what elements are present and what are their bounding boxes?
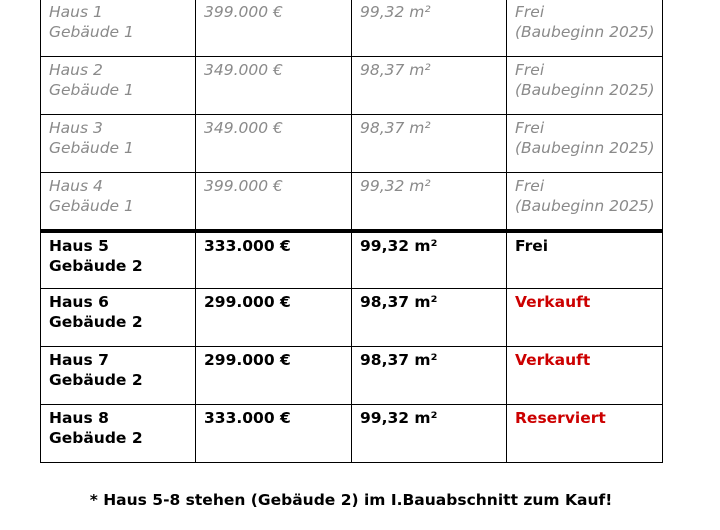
area-value: 98,37 m²: [360, 293, 438, 311]
price-cell: [196, 231, 352, 289]
area-cell: [352, 231, 507, 289]
status-note: (Baubeginn 2025): [515, 81, 655, 99]
house-name: Haus 8: [49, 409, 109, 427]
footnote: * Haus 5-8 stehen (Gebäude 2) im I.Bauabschnitt zum Kauf!: [89, 491, 613, 509]
status-cell: [507, 347, 663, 405]
table-row: [41, 405, 663, 463]
status-note: (Baubeginn 2025): [515, 197, 655, 215]
area-cell: [352, 347, 507, 405]
status-cell: [507, 231, 663, 289]
price-cell: [196, 173, 352, 231]
house-cell: [41, 289, 196, 347]
table-row: [41, 0, 663, 57]
building-name: Gebäude 2: [49, 429, 143, 447]
price-cell: [196, 57, 352, 115]
area-cell: [352, 173, 507, 231]
house-name: Haus 6: [49, 293, 109, 311]
price-value: 349.000 €: [204, 61, 283, 79]
building-name: Gebäude 1: [49, 81, 134, 99]
price-cell: [196, 115, 352, 173]
house-cell: [41, 0, 196, 57]
house-cell: [41, 231, 196, 289]
table-row: [41, 173, 663, 231]
status-value: Frei: [515, 119, 545, 137]
building-name: Gebäude 2: [49, 256, 143, 275]
area-value: 99,32 m²: [360, 409, 438, 427]
area-cell: [352, 289, 507, 347]
house-cell: [41, 347, 196, 405]
area-value: 98,37 m²: [360, 351, 438, 369]
status-cell: [507, 115, 663, 173]
area-cell: [352, 57, 507, 115]
house-name: Haus 7: [49, 351, 109, 369]
price-value: 399.000 €: [204, 3, 283, 21]
status-value: Frei: [515, 236, 549, 255]
building-name: Gebäude 2: [49, 313, 143, 331]
house-name: Haus 4: [49, 177, 103, 195]
area-value: 99,32 m²: [360, 3, 431, 21]
area-value: 98,37 m²: [360, 61, 431, 79]
house-cell: [41, 115, 196, 173]
status-value: Frei: [515, 177, 545, 195]
status-cell: [507, 0, 663, 57]
status-value: Reserviert: [515, 409, 606, 427]
status-cell: [507, 289, 663, 347]
status-cell: [507, 173, 663, 231]
price-cell: [196, 405, 352, 463]
status-note: (Baubeginn 2025): [515, 139, 655, 157]
price-value: 333.000 €: [204, 409, 291, 427]
building-name: Gebäude 1: [49, 197, 134, 215]
house-name: Haus 5: [49, 236, 109, 255]
area-value: 99,32 m²: [360, 177, 431, 195]
price-value: 299.000 €: [204, 351, 291, 369]
status-value: Verkauft: [515, 293, 591, 311]
price-cell: [196, 347, 352, 405]
status-cell: [507, 57, 663, 115]
status-note: (Baubeginn 2025): [515, 23, 655, 41]
area-cell: [352, 405, 507, 463]
price-value: 299.000 €: [204, 293, 291, 311]
house-name: Haus 1: [49, 3, 103, 21]
table-row: [41, 347, 663, 405]
table-row: [41, 289, 663, 347]
table-row: [41, 115, 663, 173]
house-name: Haus 3: [49, 119, 103, 137]
area-value: 98,37 m²: [360, 119, 431, 137]
house-cell: [41, 57, 196, 115]
area-cell: [352, 115, 507, 173]
status-cell: [507, 405, 663, 463]
price-value: 333.000 €: [204, 236, 291, 255]
price-cell: [196, 289, 352, 347]
status-value: Verkauft: [515, 351, 591, 369]
building-name: Gebäude 1: [49, 139, 134, 157]
building-name: Gebäude 1: [49, 23, 134, 41]
building-name: Gebäude 2: [49, 371, 143, 389]
area-value: 99,32 m²: [360, 236, 438, 255]
price-cell: [196, 0, 352, 57]
availability-table: [40, 0, 663, 463]
house-name: Haus 2: [49, 61, 103, 79]
table-row: [41, 57, 663, 115]
house-cell: [41, 173, 196, 231]
price-value: 349.000 €: [204, 119, 283, 137]
house-cell: [41, 405, 196, 463]
price-value: 399.000 €: [204, 177, 283, 195]
table-row: [41, 231, 663, 289]
status-value: Frei: [515, 61, 545, 79]
area-cell: [352, 0, 507, 57]
status-value: Frei: [515, 3, 545, 21]
